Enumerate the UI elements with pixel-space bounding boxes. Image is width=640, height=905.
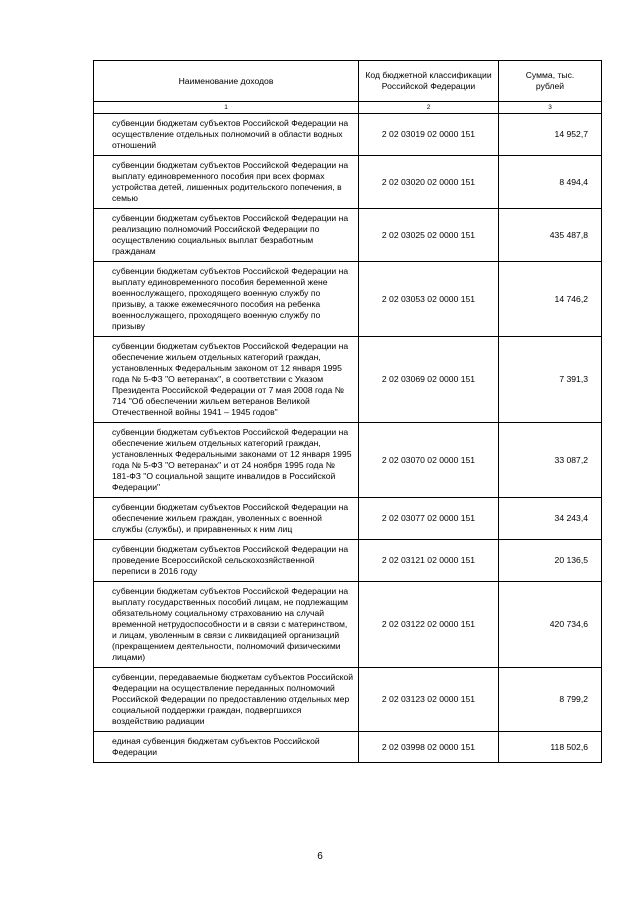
- row-name-cell: субвенции бюджетам субъектов Российской Федерации на осуществление отдельных полномочий в области водных отношений: [94, 114, 359, 156]
- row-code-cell: 2 02 03122 02 0000 151: [359, 582, 499, 668]
- row-sum-cell: 7 391,3: [499, 337, 602, 423]
- page-number: 6: [317, 851, 323, 862]
- row-sum-cell: 8 494,4: [499, 156, 602, 209]
- table-row: [94, 423, 602, 498]
- row-code-cell: 2 02 03069 02 0000 151: [359, 337, 499, 423]
- row-code-cell: 2 02 03019 02 0000 151: [359, 114, 499, 156]
- row-name-cell: субвенции бюджетам субъектов Российской Федерации на выплату единовременного пособия при всех формах устройства детей, лишенных родительского попечения, в семью: [94, 156, 359, 209]
- revenue-table: [93, 60, 602, 763]
- row-name-cell: субвенции бюджетам субъектов Российской Федерации на реализацию полномочий Российской Федерации по осуществлению социальных выплат безработным гражданам: [94, 209, 359, 262]
- row-sum-cell: 14 952,7: [499, 114, 602, 156]
- table-row: [94, 582, 602, 668]
- row-code-cell: 2 02 03123 02 0000 151: [359, 668, 499, 732]
- row-code-cell: 2 02 03020 02 0000 151: [359, 156, 499, 209]
- column-number-3: 3: [499, 102, 602, 114]
- row-sum-cell: 20 136,5: [499, 540, 602, 582]
- row-code-cell: 2 02 03025 02 0000 151: [359, 209, 499, 262]
- table-row: [94, 540, 602, 582]
- table-row: [94, 337, 602, 423]
- row-code-cell: 2 02 03998 02 0000 151: [359, 732, 499, 763]
- row-sum-cell: 14 746,2: [499, 262, 602, 337]
- row-name-cell: субвенции бюджетам субъектов Российской Федерации на обеспечение жильем граждан, уволенных с военной службы (службы), и приравненных к ним лиц: [94, 498, 359, 540]
- table-row: [94, 262, 602, 337]
- row-sum-cell: 33 087,2: [499, 423, 602, 498]
- table-row: [94, 209, 602, 262]
- row-name-cell: субвенции бюджетам субъектов Российской Федерации на обеспечение жильем отдельных категорий граждан, установленных Федеральными законами от 12 января 1995 года № 5-ФЗ "О ветеранах" и от 24 ноября 1995 года № 181-ФЗ "О социальной защите инвалидов в Российской Федерации": [94, 423, 359, 498]
- row-name-cell: субвенции бюджетам субъектов Российской Федерации на выплату единовременного пособия беременной жене военнослужащего, проходящего военную службу по призыву, а также ежемесячного пособия на ребенка военнослужащего, проходящего военную службу по призыву: [94, 262, 359, 337]
- header-sum: Сумма, тыс. рублей: [499, 61, 602, 102]
- table-body: [94, 114, 602, 763]
- row-sum-cell: 420 734,6: [499, 582, 602, 668]
- column-number-1: 1: [94, 102, 359, 114]
- row-name-cell: единая субвенция бюджетам субъектов Российской Федерации: [94, 732, 359, 763]
- row-name-cell: субвенции бюджетам субъектов Российской Федерации на выплату государственных пособий лицам, не подлежащим обязательному социальному страхованию на случай временной нетрудоспособности и в связи с материнством, и лицам, уволенным в связи с ликвидацией организаций (прекращением деятельности, полномочий физическими лицами): [94, 582, 359, 668]
- table-row: [94, 732, 602, 763]
- row-sum-cell: 435 487,8: [499, 209, 602, 262]
- table-row: [94, 156, 602, 209]
- row-code-cell: 2 02 03053 02 0000 151: [359, 262, 499, 337]
- row-name-cell: субвенции бюджетам субъектов Российской Федерации на проведение Всероссийской сельскохозяйственной переписи в 2016 году: [94, 540, 359, 582]
- row-code-cell: 2 02 03077 02 0000 151: [359, 498, 499, 540]
- row-sum-cell: 118 502,6: [499, 732, 602, 763]
- row-sum-cell: 8 799,2: [499, 668, 602, 732]
- column-number-2: 2: [359, 102, 499, 114]
- table-row: [94, 498, 602, 540]
- row-name-cell: субвенции бюджетам субъектов Российской Федерации на обеспечение жильем отдельных категорий граждан, установленных Федеральным законом от 12 января 1995 года № 5-ФЗ "О ветеранах", в соответствии с Указом Президента Российской Федерации от 7 мая 2008 года № 714 "Об обеспечении жильем ветеранов Великой Отечественной войны 1941 – 1945 годов": [94, 337, 359, 423]
- row-sum-cell: 34 243,4: [499, 498, 602, 540]
- header-name: Наименование доходов: [94, 61, 359, 102]
- row-name-cell: субвенции, передаваемые бюджетам субъектов Российской Федерации на осуществление переданных полномочий Российской Федерации по предоставлению отдельных мер социальной поддержки граждан, подвергшихся воздействию радиации: [94, 668, 359, 732]
- row-code-cell: 2 02 03121 02 0000 151: [359, 540, 499, 582]
- header-code: Код бюджетной классификации Российской Федерации: [359, 61, 499, 102]
- row-code-cell: 2 02 03070 02 0000 151: [359, 423, 499, 498]
- table-row: [94, 114, 602, 156]
- table-row: [94, 668, 602, 732]
